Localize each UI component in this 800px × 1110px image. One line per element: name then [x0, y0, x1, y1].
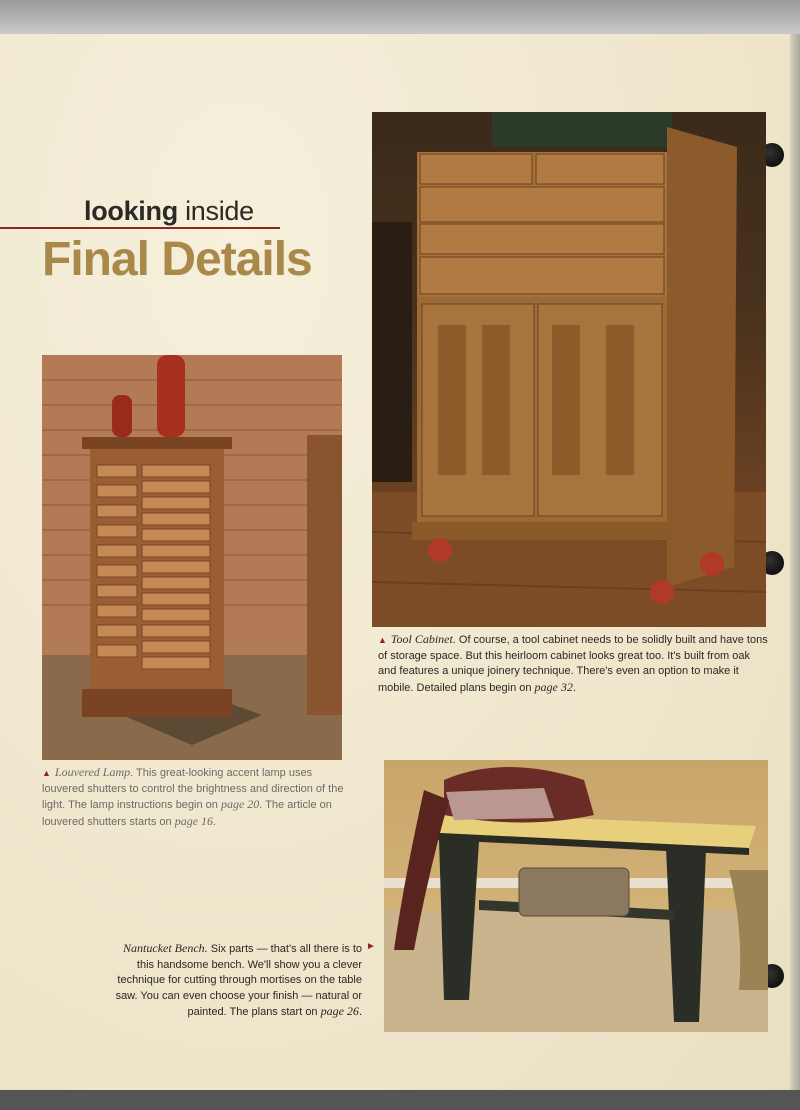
kicker-rule: [0, 227, 280, 229]
page-edge: [790, 34, 800, 1090]
kicker-light: inside: [185, 196, 254, 226]
caption-body-continued: . The article on louvered shutters starts on: [42, 799, 332, 828]
section-kicker: [84, 196, 254, 227]
page-reference: page 16: [174, 813, 214, 828]
caption-marker: ►: [366, 941, 376, 952]
caption-body: Six parts — that's all there is to this handsome bench. We'll show you a clever technique for cutting through mortises on the table saw. You can even choose your finish — natural or painted. The plans start on: [115, 943, 362, 1018]
caption-body: Of course, a tool cabinet needs to be solidly built and have tons of storage space. But this heirloom cabinet looks great too. It's built from oak and features a unique joinery technique. There's even an option to make it mobile. Detailed plans begin on: [378, 634, 768, 694]
scan-top-edge: [0, 0, 800, 34]
louvered-lamp-photo: [42, 355, 342, 760]
louvered-lamp-caption: [42, 765, 344, 830]
page-reference: page 26: [320, 1004, 359, 1018]
caption-title: Louvered Lamp.: [54, 765, 134, 779]
page-title: Final Details: [42, 233, 312, 286]
caption-title: Nantucket Bench.: [123, 941, 208, 955]
page-reference: page 32: [534, 679, 573, 694]
nantucket-bench-illustration: [384, 760, 768, 1032]
caption-end: .: [213, 815, 217, 828]
tool-cabinet-photo: [372, 112, 766, 627]
caption-end: .: [358, 1006, 362, 1018]
louvered-lamp-illustration: [42, 355, 342, 760]
page-reference: page 20: [220, 797, 260, 811]
scan-bottom-edge: [0, 1090, 800, 1110]
kicker-bold: looking: [84, 196, 178, 226]
caption-end: .: [572, 681, 576, 694]
caption-body: This great-looking accent lamp uses louvered shutters to control the brightness and direction of the light. The lamp instructions begin on: [42, 767, 344, 811]
caption-marker: ▲: [378, 635, 387, 645]
caption-title: Tool Cabinet.: [390, 632, 456, 646]
nantucket-bench-photo: [384, 760, 768, 1032]
nantucket-bench-caption: [110, 941, 362, 1021]
caption-marker: ▲: [42, 768, 51, 778]
tool-cabinet-illustration: [372, 112, 766, 627]
tool-cabinet-caption: [378, 632, 770, 696]
